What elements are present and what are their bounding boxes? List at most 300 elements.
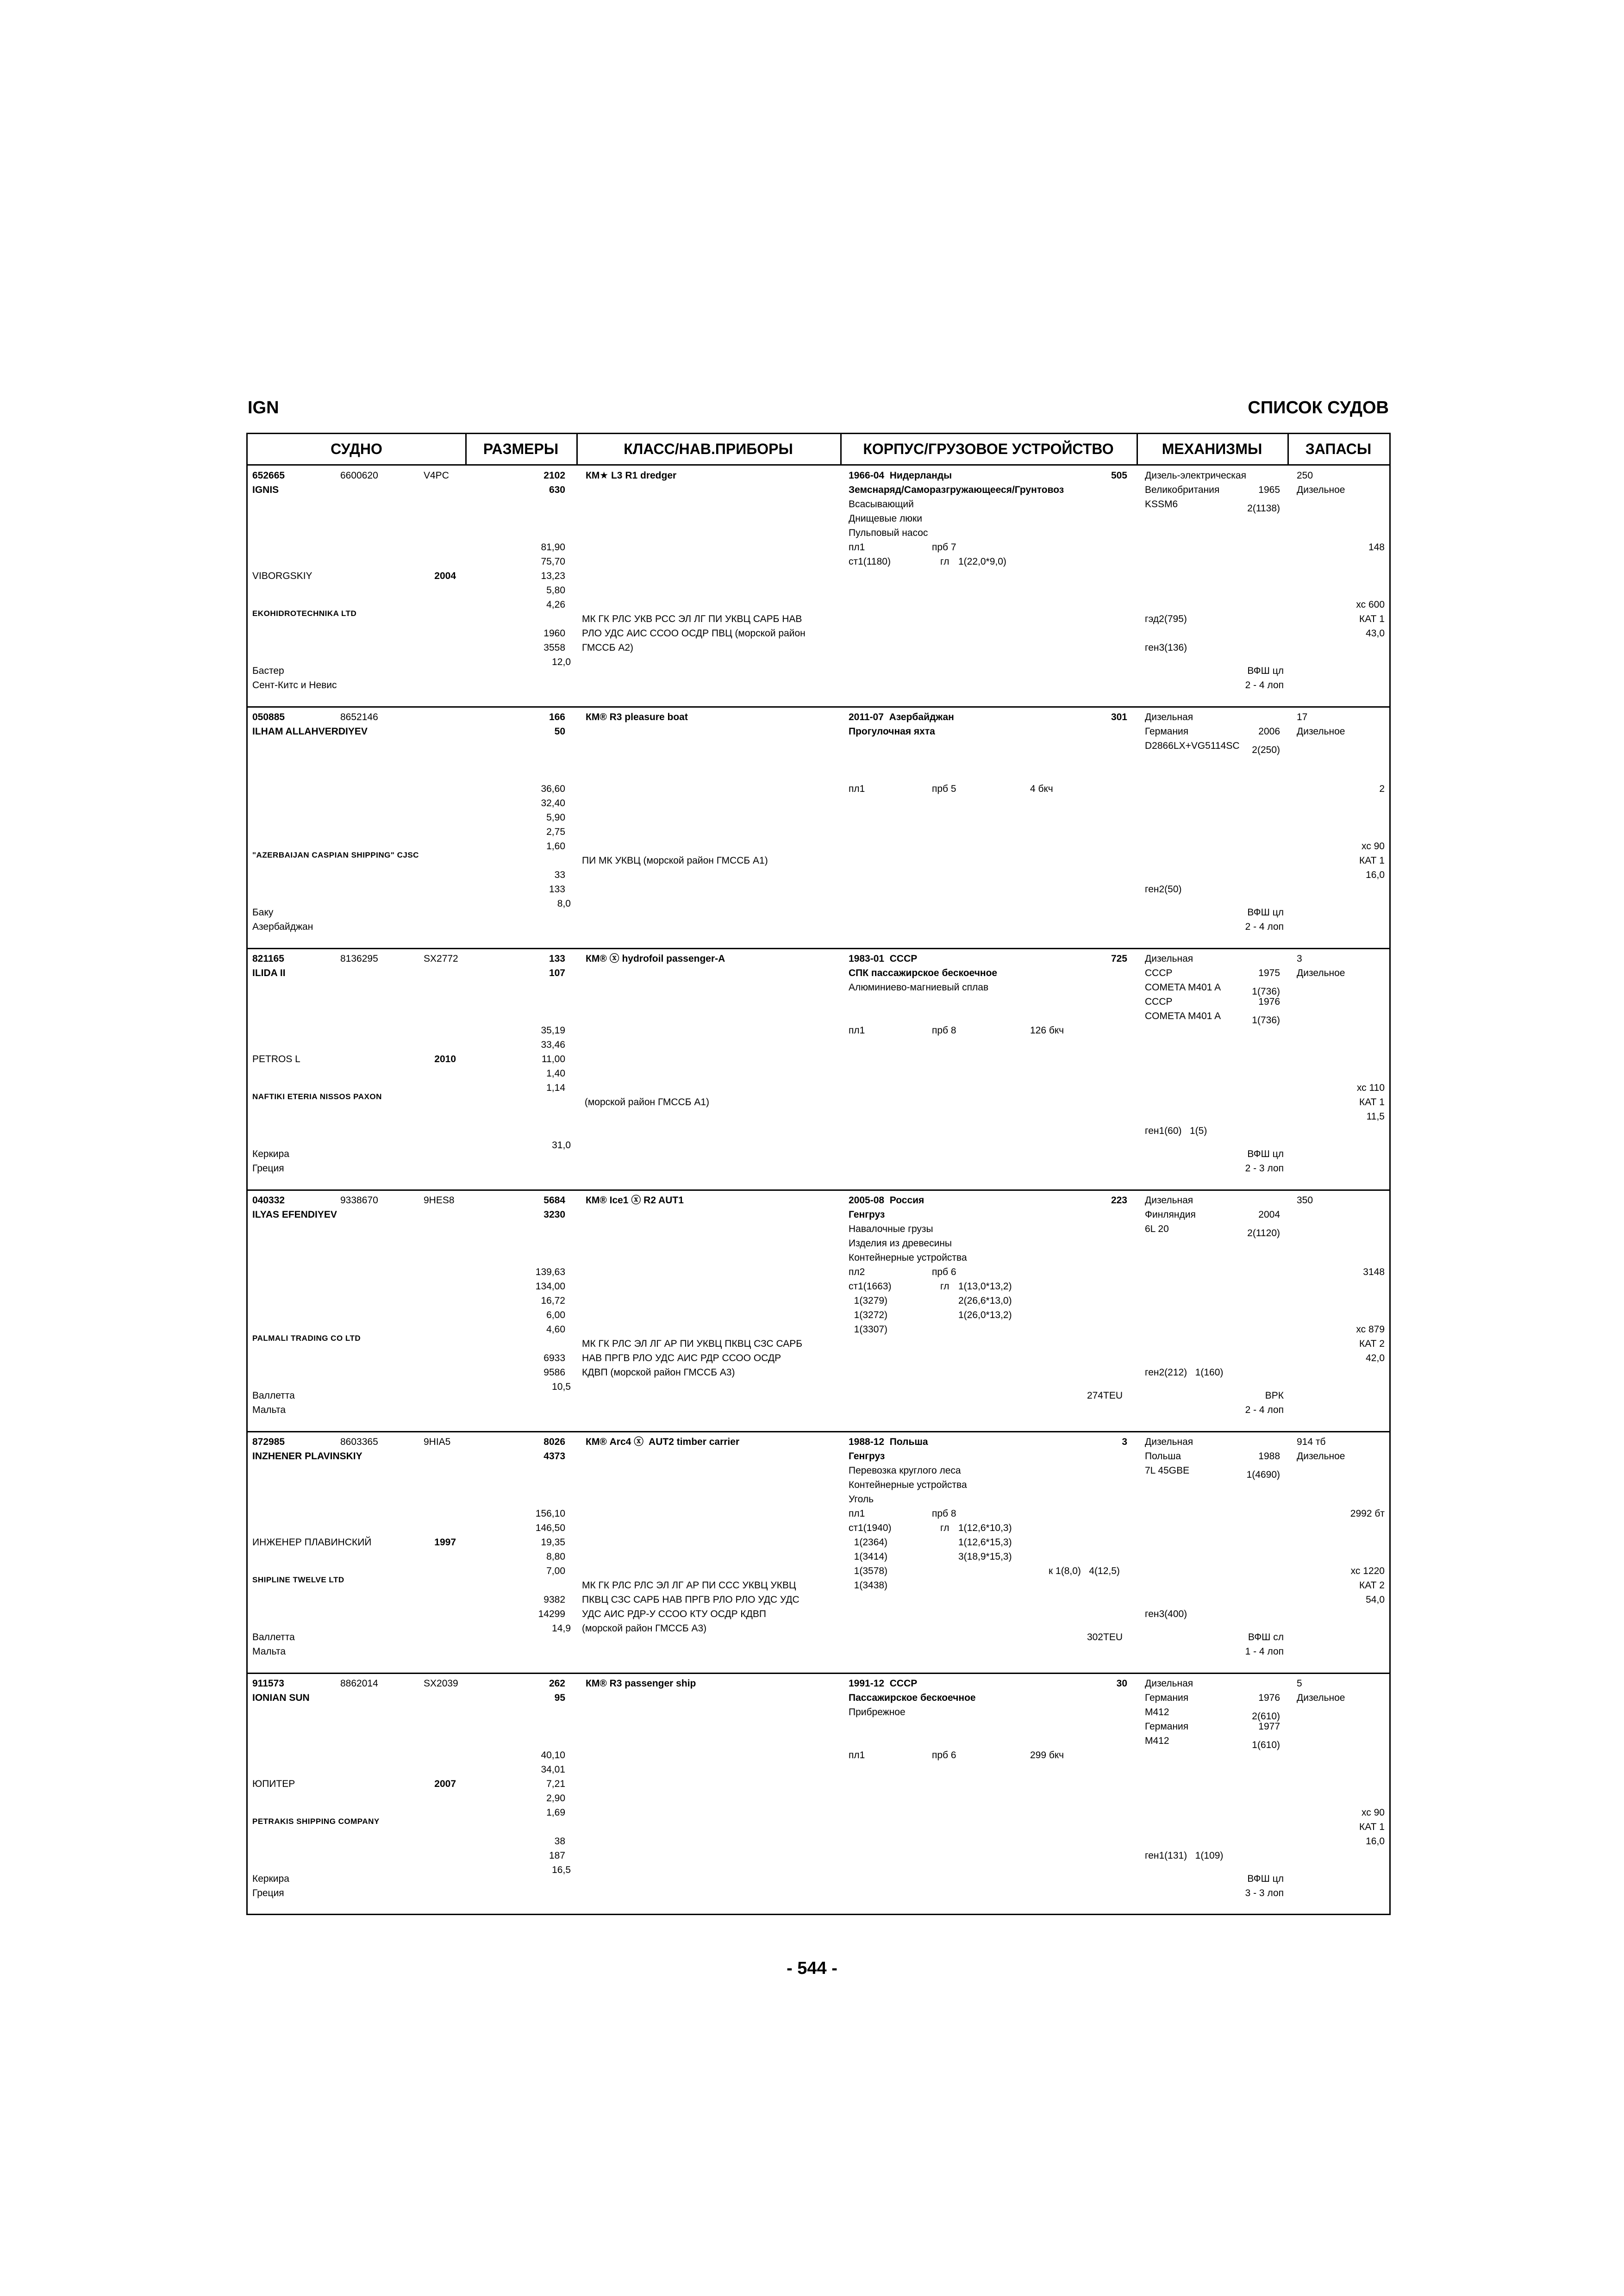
- dimension-value: 31,0: [552, 1140, 571, 1151]
- dimension-value: 4,26: [546, 599, 565, 610]
- supply-value: Дизельное: [1297, 485, 1345, 495]
- supply-value: хс 600: [1356, 599, 1385, 610]
- supply-value: 250: [1297, 470, 1313, 481]
- owner: "AZERBAIJAN CASPIAN SHIPPING" CJSC: [252, 850, 419, 859]
- dimension-value: 34,01: [541, 1764, 565, 1775]
- engine-info: Дизельная: [1145, 1195, 1193, 1206]
- dimension-value: 107: [549, 968, 565, 978]
- supply-value: КАТ 1: [1359, 1097, 1385, 1108]
- hull-code: 301: [1111, 712, 1127, 722]
- dimension-value: 7,00: [546, 1566, 565, 1576]
- navigation-equipment: УДС АИС РДР-У ССОО КТУ ОСДР КДВП: [582, 1609, 766, 1619]
- vessel-entry: [248, 949, 1389, 1190]
- vessel-name: ILIDA II: [252, 968, 286, 978]
- cargo-item: 1(26,0*13,2): [958, 1310, 1012, 1320]
- engine-info: 1977: [1258, 1721, 1280, 1732]
- imo-number: 8136295: [340, 953, 378, 964]
- engine-info: M412: [1145, 1736, 1169, 1746]
- hull-code: 505: [1111, 470, 1127, 481]
- column-divider: [1287, 434, 1289, 466]
- engine-info: Дизельная: [1145, 1678, 1193, 1689]
- cargo-item: гл: [940, 556, 949, 567]
- class-notation: КМ★ L3 R1 dredger: [586, 470, 677, 481]
- supply-value: 148: [1368, 542, 1385, 553]
- dimension-value: 7,21: [546, 1779, 565, 1789]
- engine-info: 1988: [1258, 1451, 1280, 1462]
- generator-info: гэд2(795): [1145, 614, 1187, 624]
- vessel-type: Пассажирское бескоечное: [849, 1692, 976, 1703]
- cargo-item: прб 6: [932, 1267, 956, 1277]
- page-number: - 544 -: [787, 1959, 837, 1978]
- engine-info: Финляндия: [1145, 1209, 1196, 1220]
- flag-state: Мальта: [252, 1646, 286, 1657]
- flag-state: Греция: [252, 1887, 284, 1898]
- supply-value: КАТ 1: [1359, 614, 1385, 624]
- dimension-value: 32,40: [541, 798, 565, 809]
- engine-info: СССР: [1145, 996, 1173, 1007]
- navigation-equipment: МК ГК РЛС ЭЛ ЛГ АР ПИ УКВЦ ПКВЦ СЗС САРБ: [582, 1338, 803, 1349]
- navigation-equipment: (морской район ГМССБ А1): [582, 1097, 709, 1108]
- entry-divider: [248, 1189, 1389, 1191]
- supply-value: 42,0: [1366, 1353, 1385, 1363]
- propeller-blades: 2 - 4 лоп: [1245, 679, 1284, 691]
- engine-info: M412: [1145, 1707, 1169, 1717]
- column-divider: [465, 434, 467, 466]
- dimension-value: 5,90: [546, 812, 565, 823]
- engine-info: Германия: [1145, 726, 1189, 737]
- previous-name: VIBORGSKIY: [252, 571, 312, 581]
- cargo-item: пл1: [849, 1750, 865, 1761]
- navigation-equipment: ПКВЦ СЗС САРБ НАВ ПРГВ РЛО РЛО УДС УДС: [582, 1594, 800, 1605]
- navigation-equipment: КДВП (морской район ГМССБ А3): [582, 1367, 735, 1378]
- dimension-value: 11,00: [542, 1054, 565, 1064]
- engine-info: 1(736): [1252, 986, 1280, 997]
- navigation-equipment: (морской район ГМССБ А3): [582, 1623, 707, 1634]
- imo-number: 8862014: [340, 1678, 378, 1689]
- dimension-value: 33,46: [541, 1039, 565, 1050]
- supply-value: 3148: [1363, 1267, 1385, 1277]
- engine-info: 1976: [1258, 996, 1280, 1007]
- engine-info: 1965: [1258, 485, 1280, 495]
- cargo-item: прб 7: [932, 542, 956, 553]
- dimension-value: 139,63: [535, 1267, 565, 1277]
- call-sign: 9HES8: [424, 1195, 455, 1206]
- hull-code: 223: [1111, 1195, 1127, 1206]
- propeller-blades: 2 - 4 лоп: [1245, 921, 1284, 932]
- vessel-type: Земснаряд/Саморазгружающееся/Грунтовоз: [849, 485, 1064, 495]
- cargo-item: к 1(8,0) 4(12,5): [1049, 1566, 1120, 1576]
- reg-number: 872985: [252, 1437, 285, 1447]
- vessel-entry: [248, 1432, 1389, 1674]
- entry-divider: [248, 1431, 1389, 1432]
- dimension-value: 33: [554, 870, 565, 880]
- generator-info: ген2(50): [1145, 884, 1182, 895]
- port-of-registry: Валлетта: [252, 1390, 295, 1401]
- flag-state: Сент-Китс и Невис: [252, 679, 337, 691]
- cargo-item: 126 бкч: [1030, 1025, 1064, 1036]
- port-of-registry: Керкира: [252, 1873, 289, 1884]
- generator-info: ген3(136): [1145, 642, 1187, 653]
- owner: PALMALI TRADING CO LTD: [252, 1333, 361, 1343]
- cargo-item: пл2: [849, 1267, 865, 1277]
- container-capacity: 274TEU: [1087, 1390, 1123, 1401]
- vessel-type: Генгруз: [849, 1451, 885, 1462]
- hull-feature: Уголь: [849, 1494, 874, 1505]
- navigation-equipment: НАВ ПРГВ РЛО УДС АИС РДР ССОО ОСДР: [582, 1353, 781, 1363]
- dimension-value: 1960: [543, 628, 565, 639]
- imo-number: 8652146: [340, 712, 378, 722]
- engine-info: Дизель-электрическая: [1145, 470, 1246, 481]
- dimension-value: 262: [549, 1678, 565, 1689]
- engine-info: COMETA M401 A: [1145, 1011, 1221, 1021]
- generator-info: ген1(60) 1(5): [1145, 1126, 1207, 1136]
- engine-info: 2(1120): [1247, 1228, 1280, 1239]
- dimension-value: 3230: [543, 1209, 565, 1220]
- engine-info: 6L 20: [1145, 1224, 1169, 1234]
- cargo-item: 1(3438): [849, 1580, 888, 1591]
- vessel-type: СПК пассажирское бескоечное: [849, 968, 998, 978]
- dimension-value: 134,00: [535, 1281, 565, 1292]
- column-header-hull: КОРПУС/ГРУЗОВОЕ УСТРОЙСТВО: [840, 434, 1137, 466]
- hull-code: 725: [1111, 953, 1127, 964]
- hull-built: 1988-12 Польша: [849, 1437, 928, 1447]
- port-of-registry: Бастер: [252, 665, 284, 676]
- hull-code: 30: [1116, 1678, 1127, 1689]
- cargo-item: гл: [940, 1523, 949, 1533]
- column-divider: [576, 434, 578, 466]
- cargo-item: гл: [940, 1281, 949, 1292]
- vessel-name: IONIAN SUN: [252, 1692, 310, 1703]
- previous-name: ИНЖЕНЕР ПЛАВИНСКИЙ: [252, 1537, 372, 1548]
- port-of-registry: Валлетта: [252, 1631, 295, 1643]
- engine-info: 1(610): [1252, 1740, 1280, 1751]
- entry-divider: [248, 1673, 1389, 1674]
- vessel-name: ILHAM ALLAHVERDIYEV: [252, 726, 368, 737]
- dimension-value: 75,70: [541, 556, 565, 567]
- dimension-value: 38: [554, 1836, 565, 1847]
- port-of-registry: Баку: [252, 907, 274, 918]
- dimension-value: 187: [549, 1850, 565, 1861]
- previous-name: ЮПИТЕР: [252, 1779, 295, 1789]
- propeller-type: ВФШ цл: [1247, 1873, 1284, 1884]
- dimension-value: 40,10: [541, 1750, 565, 1761]
- entry-divider: [248, 706, 1389, 708]
- supply-value: 914 тб: [1297, 1437, 1326, 1447]
- dimension-value: 133: [549, 884, 565, 895]
- supply-value: КАТ 1: [1359, 855, 1385, 866]
- hull-built: 1966-04 Нидерланды: [849, 470, 952, 481]
- propeller-blades: 2 - 4 лоп: [1245, 1404, 1284, 1415]
- dimension-value: 8,80: [546, 1551, 565, 1562]
- cargo-item: прб 6: [932, 1750, 956, 1761]
- dimension-value: 9382: [543, 1594, 565, 1605]
- hull-feature: Всасывающий: [849, 499, 914, 510]
- dimension-value: 1,60: [546, 841, 565, 852]
- vessel-name: INZHENER PLAVINSKIY: [252, 1451, 362, 1462]
- owner: SHIPLINE TWELVE LTD: [252, 1575, 344, 1584]
- engine-info: Германия: [1145, 1692, 1189, 1703]
- vessel-name: ILYAS EFENDIYEV: [252, 1209, 337, 1220]
- owner: NAFTIKI ETERIA NISSOS PAXON: [252, 1092, 382, 1101]
- engine-info: D2866LX+VG5114SC: [1145, 740, 1240, 751]
- dimension-value: 1,40: [546, 1068, 565, 1079]
- dimension-value: 50: [554, 726, 565, 737]
- hull-feature: Алюминиево-магниевый сплав: [849, 982, 989, 993]
- navigation-equipment: МК ГК РЛС УКВ РСС ЭЛ ЛГ ПИ УКВЦ САРБ НАВ: [582, 614, 802, 624]
- propeller-type: ВФШ цл: [1247, 665, 1284, 676]
- header-index: IGN: [248, 398, 279, 417]
- dimension-value: 146,50: [535, 1523, 565, 1533]
- vessel-entry: [248, 1674, 1389, 1915]
- call-sign: V4PC: [424, 470, 449, 481]
- flag-state: Азербайджан: [252, 921, 313, 932]
- vessel-entry: [248, 1190, 1389, 1432]
- owner: PETRAKIS SHIPPING COMPANY: [252, 1817, 380, 1826]
- dimension-value: 81,90: [541, 542, 565, 553]
- hull-built: 2005-08 Россия: [849, 1195, 924, 1206]
- supply-value: 11,5: [1366, 1111, 1385, 1122]
- dimension-value: 1,14: [546, 1083, 565, 1093]
- supply-value: 350: [1297, 1195, 1313, 1206]
- cargo-item: пл1: [849, 542, 865, 553]
- cargo-item: ст1(1940): [849, 1523, 892, 1533]
- entry-divider: [248, 948, 1389, 949]
- hull-feature: Контейнерные устройства: [849, 1252, 967, 1263]
- class-notation: КМ® R3 passenger ship: [586, 1678, 696, 1689]
- supply-value: Дизельное: [1297, 726, 1345, 737]
- dimension-value: 16,72: [541, 1295, 565, 1306]
- engine-info: Польша: [1145, 1451, 1181, 1462]
- generator-info: ген1(131) 1(109): [1145, 1850, 1224, 1861]
- cargo-item: 1(13,0*13,2): [958, 1281, 1012, 1292]
- engine-info: 2006: [1258, 726, 1280, 737]
- engine-info: COMETA M401 A: [1145, 982, 1221, 993]
- hull-built: 2011-07 Азербайджан: [849, 712, 954, 722]
- cargo-item: пл1: [849, 1508, 865, 1519]
- cargo-item: ст1(1180): [849, 556, 891, 567]
- previous-name-year: 2010: [434, 1054, 456, 1064]
- generator-info: ген3(400): [1145, 1609, 1187, 1619]
- cargo-item: 1(12,6*10,3): [958, 1523, 1012, 1533]
- engine-info: Дизельная: [1145, 953, 1193, 964]
- supply-value: хс 879: [1356, 1324, 1385, 1335]
- dimension-value: 3558: [543, 642, 565, 653]
- engine-info: 1976: [1258, 1692, 1280, 1703]
- cargo-item: 3(18,9*15,3): [958, 1551, 1012, 1562]
- dimension-value: 630: [549, 485, 565, 495]
- cargo-item: 1(12,6*15,3): [958, 1537, 1012, 1548]
- reg-number: 911573: [252, 1678, 284, 1689]
- supply-value: хс 110: [1356, 1083, 1385, 1093]
- propeller-blades: 2 - 3 лоп: [1245, 1163, 1284, 1174]
- cargo-item: 4 бкч: [1030, 784, 1053, 794]
- imo-number: 8603365: [340, 1437, 378, 1447]
- hull-feature: Пульповый насос: [849, 528, 928, 538]
- flag-state: Мальта: [252, 1404, 286, 1415]
- cargo-item: 1(2364): [849, 1537, 888, 1548]
- supply-value: 3: [1297, 953, 1302, 964]
- dimension-value: 10,5: [552, 1381, 571, 1392]
- call-sign: SX2039: [424, 1678, 458, 1689]
- supply-value: хс 90: [1362, 841, 1385, 852]
- cargo-item: 1(3578): [849, 1566, 888, 1576]
- container-capacity: 302TEU: [1087, 1631, 1123, 1643]
- call-sign: SX2772: [424, 953, 458, 964]
- previous-name-year: 2007: [434, 1779, 456, 1789]
- dimension-value: 5684: [543, 1195, 565, 1206]
- dimension-value: 2102: [543, 470, 565, 481]
- dimension-value: 35,19: [541, 1025, 565, 1036]
- cargo-item: 1(3279): [849, 1295, 888, 1306]
- supply-value: 16,0: [1366, 1836, 1385, 1847]
- vessel-name: IGNIS: [252, 485, 279, 495]
- cargo-item: прб 8: [932, 1025, 956, 1036]
- previous-name-year: 1997: [434, 1537, 456, 1548]
- cargo-item: ст1(1663): [849, 1281, 892, 1292]
- column-divider: [1137, 434, 1138, 466]
- hull-built: 1991-12 СССР: [849, 1678, 918, 1689]
- cargo-item: 1(3307): [849, 1324, 888, 1335]
- dimension-value: 166: [549, 712, 565, 722]
- engine-info: 1(736): [1252, 1015, 1280, 1026]
- call-sign: 9HIA5: [424, 1437, 451, 1447]
- propeller-type: ВФШ цл: [1247, 907, 1284, 918]
- imo-number: 9338670: [340, 1195, 378, 1206]
- dimension-value: 13,23: [541, 571, 565, 581]
- hull-feature: Прибрежное: [849, 1707, 906, 1717]
- supply-value: Дизельное: [1297, 1692, 1345, 1703]
- dimension-value: 14299: [538, 1609, 565, 1619]
- supply-value: КАТ 2: [1359, 1580, 1385, 1591]
- column-header-class: КЛАСС/НАВ.ПРИБОРЫ: [576, 434, 840, 466]
- cargo-item: пл1: [849, 1025, 865, 1036]
- hull-code: 3: [1122, 1437, 1127, 1447]
- class-notation: КМ® Ice1 ⓧ R2 AUT1: [586, 1195, 684, 1206]
- supply-value: 43,0: [1366, 628, 1385, 639]
- dimension-value: 8026: [543, 1437, 565, 1447]
- supply-value: 2992 бт: [1350, 1508, 1385, 1519]
- navigation-equipment: ГМССБ А2): [582, 642, 634, 653]
- engine-info: СССР: [1145, 968, 1173, 978]
- engine-info: 2(250): [1252, 745, 1280, 756]
- supply-value: Дизельное: [1297, 1451, 1345, 1462]
- port-of-registry: Керкира: [252, 1148, 289, 1159]
- owner: EKOHIDROTECHNIKA LTD: [252, 609, 357, 618]
- vessel-entry: [248, 707, 1389, 949]
- engine-info: 7L 45GBE: [1145, 1465, 1190, 1476]
- cargo-item: 1(3414): [849, 1551, 888, 1562]
- supply-value: КАТ 2: [1359, 1338, 1385, 1349]
- navigation-equipment: РЛО УДС АИС ССОО ОСДР ПВЦ (морской район: [582, 628, 806, 639]
- hull-feature: Изделия из древесины: [849, 1238, 952, 1249]
- column-header-vessel: СУДНО: [248, 434, 465, 466]
- dimension-value: 1,69: [546, 1807, 565, 1818]
- generator-info: ген2(212) 1(160): [1145, 1367, 1224, 1378]
- propeller-type: ВРК: [1265, 1390, 1284, 1401]
- supply-value: хс 90: [1362, 1807, 1385, 1818]
- engine-info: Германия: [1145, 1721, 1189, 1732]
- hull-feature: Днищевые люки: [849, 513, 922, 524]
- class-notation: КМ® R3 pleasure boat: [586, 712, 688, 722]
- dimension-value: 9586: [543, 1367, 565, 1378]
- propeller-type: ВФШ цл: [1247, 1148, 1284, 1159]
- dimension-value: 16,5: [552, 1865, 571, 1875]
- dimension-value: 4373: [543, 1451, 565, 1462]
- header-title: СПИСОК СУДОВ: [1248, 398, 1389, 417]
- reg-number: 040332: [252, 1195, 285, 1206]
- engine-info: 2(610): [1252, 1711, 1280, 1722]
- reg-number: 050885: [252, 712, 285, 722]
- engine-info: 2004: [1258, 1209, 1280, 1220]
- supply-value: 16,0: [1366, 870, 1385, 880]
- dimension-value: 6933: [543, 1353, 565, 1363]
- navigation-equipment: МК ГК РЛС РЛС ЭЛ ЛГ АР ПИ ССС УКВЦ УКВЦ: [582, 1580, 796, 1591]
- hull-feature: Навалочные грузы: [849, 1224, 933, 1234]
- propeller-blades: 1 - 4 лоп: [1245, 1646, 1284, 1657]
- cargo-item: прб 5: [932, 784, 956, 794]
- reg-number: 652665: [252, 470, 285, 481]
- navigation-equipment: ПИ МК УКВЦ (морской район ГМССБ А1): [582, 855, 768, 866]
- dimension-value: 2,75: [546, 827, 565, 837]
- engine-info: Дизельная: [1145, 1437, 1193, 1447]
- engine-info: Великобритания: [1145, 485, 1220, 495]
- dimension-value: 14,9: [552, 1623, 571, 1634]
- dimension-value: 6,00: [546, 1310, 565, 1320]
- reg-number: 821165: [252, 953, 284, 964]
- hull-built: 1983-01 СССР: [849, 953, 918, 964]
- previous-name-year: 2004: [434, 571, 456, 581]
- dimension-value: 12,0: [552, 657, 571, 667]
- supply-value: хс 1220: [1350, 1566, 1385, 1576]
- dimension-value: 4,60: [546, 1324, 565, 1335]
- dimension-value: 19,35: [541, 1537, 565, 1548]
- dimension-value: 133: [549, 953, 565, 964]
- column-header-machinery: МЕХАНИЗМЫ: [1137, 434, 1287, 466]
- supply-value: 5: [1297, 1678, 1302, 1689]
- vessel-entry: [248, 466, 1389, 707]
- dimension-value: 156,10: [535, 1508, 565, 1519]
- engine-info: KSSM6: [1145, 499, 1178, 510]
- hull-feature: Перевозка круглого леса: [849, 1465, 961, 1476]
- supply-value: КАТ 1: [1359, 1822, 1385, 1832]
- flag-state: Греция: [252, 1163, 284, 1174]
- engine-info: 1(4690): [1246, 1469, 1280, 1481]
- supply-value: Дизельное: [1297, 968, 1345, 978]
- cargo-item: 299 бкч: [1030, 1750, 1064, 1761]
- supply-value: 17: [1297, 712, 1308, 722]
- class-notation: КМ® ⓧ hydrofoil passenger-A: [586, 953, 725, 964]
- imo-number: 6600620: [340, 470, 378, 481]
- dimension-value: 2,90: [546, 1793, 565, 1804]
- supply-value: 54,0: [1366, 1594, 1385, 1605]
- cargo-item: 1(22,0*9,0): [958, 556, 1006, 567]
- dimension-value: 5,80: [546, 585, 565, 596]
- column-divider: [840, 434, 842, 466]
- cargo-item: прб 8: [932, 1508, 956, 1519]
- hull-feature: Контейнерные устройства: [849, 1480, 967, 1490]
- engine-info: Дизельная: [1145, 712, 1193, 722]
- class-notation: КМ® Arc4 ⓧ AUT2 timber carrier: [586, 1437, 740, 1447]
- cargo-item: 2(26,6*13,0): [958, 1295, 1012, 1306]
- cargo-item: 1(3272): [849, 1310, 888, 1320]
- propeller-type: ВФШ сл: [1248, 1631, 1284, 1643]
- column-header-supplies: ЗАПАСЫ: [1287, 434, 1389, 466]
- previous-name: PETROS L: [252, 1054, 300, 1064]
- column-header-dimensions: РАЗМЕРЫ: [465, 434, 576, 466]
- vessel-type: Прогулочная яхта: [849, 726, 935, 737]
- vessel-type: Генгруз: [849, 1209, 885, 1220]
- dimension-value: 8,0: [557, 898, 571, 909]
